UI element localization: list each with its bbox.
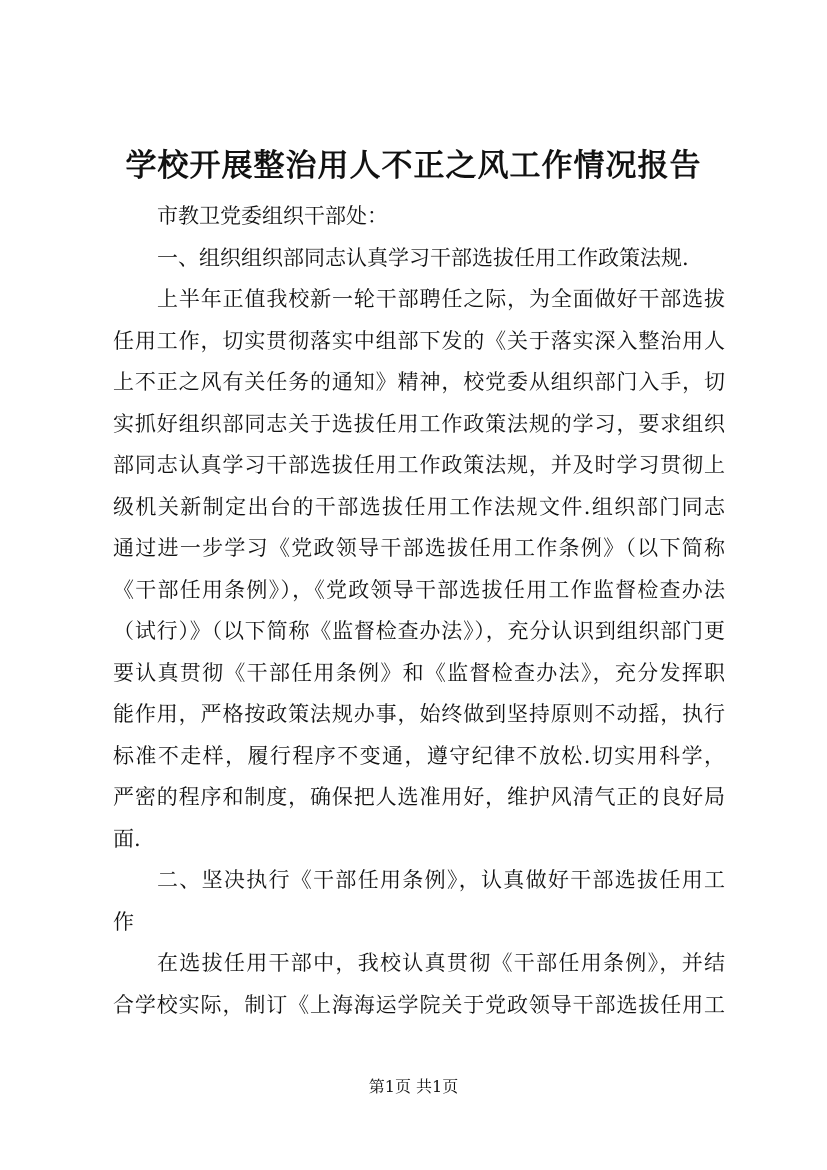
text-line: （试行）》（以下简称《监督检查办法》），充分认识到组织部门更 xyxy=(113,619,725,643)
document-title: 学校开展整治用人不正之风工作情况报告 xyxy=(125,148,702,184)
text-line: 《干部任用条例》），《党政领导干部选拔任用工作监督检查办法 xyxy=(113,577,725,602)
text-line: 严密的程序和制度，确保把人选准用好，维护风清气正的良好局 xyxy=(113,785,725,809)
text-line: 一、组织组织部同志认真学习干部选拔任用工作政策法规. xyxy=(157,245,689,270)
text-line: 级机关新制定出台的干部选拔任用工作法规文件.组织部门同志 xyxy=(113,494,725,519)
text-line: 作 xyxy=(113,909,134,934)
text-line: 实抓好组织部同志关于选拔任用工作政策法规的学习，要求组织 xyxy=(113,411,725,436)
text-line: 上半年正值我校新一轮干部聘任之际，为全面做好干部选拔 xyxy=(157,287,725,311)
text-line: 部同志认真学习干部选拔任用工作政策法规，并及时学习贯彻上 xyxy=(113,453,725,477)
text-line: 能作用，严格按政策法规办事，始终做到坚持原则不动摇，执行 xyxy=(113,702,725,726)
text-line: 合学校实际，制订《上海海运学院关于党政领导干部选拔任用工 xyxy=(113,992,725,1017)
text-line: 通过进一步学习《党政领导干部选拔任用工作条例》（以下简称 xyxy=(113,536,725,560)
text-line: 任用工作，切实贯彻落实中组部下发的《关于落实深入整治用人 xyxy=(113,328,725,353)
text-line: 要认真贯彻《干部任用条例》和《监督检查办法》，充分发挥职 xyxy=(113,660,725,685)
text-line: 在选拔任用干部中，我校认真贯彻《干部任用条例》，并结 xyxy=(157,951,725,975)
text-line: 市教卫党委组织干部处： xyxy=(157,204,388,228)
page-footer: 第1页 共1页 xyxy=(368,1077,459,1096)
text-line: 二、坚决执行《干部任用条例》，认真做好干部选拔任用工 xyxy=(157,868,725,892)
text-line: 面. xyxy=(113,826,141,851)
text-line: 上不正之风有关任务的通知》精神，校党委从组织部门入手，切 xyxy=(113,370,725,394)
text-line: 标准不走样，履行程序不变通，遵守纪律不放松.切实用科学， xyxy=(113,743,725,768)
document-body xyxy=(113,196,725,1026)
